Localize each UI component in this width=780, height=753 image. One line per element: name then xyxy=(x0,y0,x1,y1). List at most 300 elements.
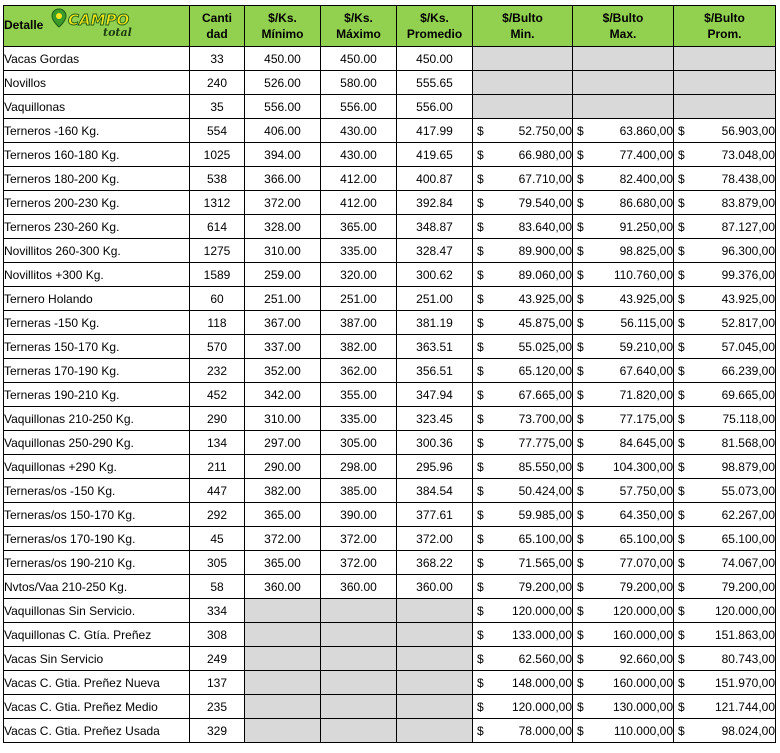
cell-ks-prom: 419.65 xyxy=(397,143,473,167)
currency-sign: $ xyxy=(577,387,584,402)
table-row xyxy=(4,383,776,407)
cell-b-min xyxy=(473,215,573,239)
table-row xyxy=(4,575,776,599)
money-value: 65.100,00 xyxy=(619,531,673,546)
money-value: 160.000,00 xyxy=(612,675,673,690)
cell-b-prom xyxy=(674,239,776,263)
money-value: 75.118,00 xyxy=(722,411,775,426)
cell-b-min xyxy=(473,407,573,431)
cell-b-prom xyxy=(674,431,776,455)
currency-sign: $ xyxy=(678,123,685,138)
money-value: 45.875,00 xyxy=(518,315,572,330)
cell-empty xyxy=(397,695,473,719)
cell-ks-prom: 556.00 xyxy=(397,95,473,119)
currency-sign: $ xyxy=(577,723,584,738)
cell-empty xyxy=(245,695,321,719)
money-value: 73.048,00 xyxy=(721,147,775,162)
money-value: 77.175,00 xyxy=(619,411,673,426)
cell-b-min xyxy=(473,143,573,167)
cell-cantidad: 211 xyxy=(190,455,245,479)
cell-ks-max: 320.00 xyxy=(321,263,397,287)
currency-sign: $ xyxy=(577,699,584,714)
cell-empty xyxy=(321,623,397,647)
table-row xyxy=(4,407,776,431)
money-value: 83.879,00 xyxy=(721,195,775,210)
currency-sign: $ xyxy=(477,675,484,690)
cell-empty xyxy=(674,95,776,119)
cell-detalle: Terneros 160-180 Kg. xyxy=(4,143,190,167)
money-value: 78.000,00 xyxy=(518,723,572,738)
money-value: 120.000,00 xyxy=(511,603,572,618)
cell-detalle: Terneras 170-190 Kg. xyxy=(4,359,190,383)
money-value: 59.210,00 xyxy=(619,339,673,354)
cell-detalle: Vacas C. Gtia. Preñez Nueva xyxy=(4,671,190,695)
currency-sign: $ xyxy=(577,531,584,546)
money-value: 73.700,00 xyxy=(518,411,572,426)
cell-ks-min: 352.00 xyxy=(245,359,321,383)
money-value: 62.560,00 xyxy=(518,651,572,666)
currency-sign: $ xyxy=(577,579,584,594)
cell-cantidad: 538 xyxy=(190,167,245,191)
cell-ks-max: 372.00 xyxy=(321,551,397,575)
cell-b-min xyxy=(473,335,573,359)
cell-ks-prom: 555.65 xyxy=(397,71,473,95)
cell-cantidad: 452 xyxy=(190,383,245,407)
cell-detalle: Terneros 200-230 Kg. xyxy=(4,191,190,215)
cell-cantidad: 1025 xyxy=(190,143,245,167)
cell-cantidad: 1312 xyxy=(190,191,245,215)
cell-b-max xyxy=(573,383,674,407)
cell-cantidad: 134 xyxy=(190,431,245,455)
currency-sign: $ xyxy=(678,483,685,498)
currency-sign: $ xyxy=(678,531,685,546)
cell-b-prom xyxy=(674,527,776,551)
currency-sign: $ xyxy=(577,315,584,330)
cell-cantidad: 58 xyxy=(190,575,245,599)
currency-sign: $ xyxy=(477,219,484,234)
header-ks-minimo: $/Ks. Mínimo xyxy=(245,6,321,47)
money-value: 56.115,00 xyxy=(620,315,673,330)
cell-empty xyxy=(397,599,473,623)
cell-detalle: Vaquillonas C. Gtía. Preñez xyxy=(4,623,190,647)
currency-sign: $ xyxy=(477,531,484,546)
cell-ks-min: 342.00 xyxy=(245,383,321,407)
cell-b-min xyxy=(473,503,573,527)
currency-sign: $ xyxy=(477,363,484,378)
cell-ks-max: 387.00 xyxy=(321,311,397,335)
cell-b-min xyxy=(473,263,573,287)
cell-b-prom xyxy=(674,119,776,143)
cell-ks-min: 310.00 xyxy=(245,407,321,431)
money-value: 79.200,00 xyxy=(721,579,775,594)
cell-ks-prom: 400.87 xyxy=(397,167,473,191)
cell-b-max xyxy=(573,311,674,335)
cell-empty xyxy=(674,71,776,95)
currency-sign: $ xyxy=(477,651,484,666)
cell-b-max xyxy=(573,695,674,719)
money-value: 120.000,00 xyxy=(511,699,572,714)
money-value: 77.400,00 xyxy=(619,147,673,162)
money-value: 43.925,00 xyxy=(721,291,775,306)
cell-b-min xyxy=(473,383,573,407)
currency-sign: $ xyxy=(577,243,584,258)
cell-b-min xyxy=(473,287,573,311)
cell-ks-min: 450.00 xyxy=(245,47,321,71)
cell-b-prom xyxy=(674,695,776,719)
cell-b-prom xyxy=(674,263,776,287)
money-value: 92.660,00 xyxy=(619,651,673,666)
header-detalle-label: Detalle xyxy=(4,18,44,33)
cell-b-max xyxy=(573,479,674,503)
cell-ks-max: 365.00 xyxy=(321,215,397,239)
currency-sign: $ xyxy=(477,603,484,618)
currency-sign: $ xyxy=(678,507,685,522)
currency-sign: $ xyxy=(577,675,584,690)
cell-ks-min: 365.00 xyxy=(245,551,321,575)
money-value: 110.000,00 xyxy=(613,723,673,738)
table-row xyxy=(4,479,776,503)
currency-sign: $ xyxy=(477,579,484,594)
money-value: 151.863,00 xyxy=(714,627,775,642)
currency-sign: $ xyxy=(577,219,584,234)
cell-b-max xyxy=(573,455,674,479)
currency-sign: $ xyxy=(477,315,484,330)
cell-cantidad: 35 xyxy=(190,95,245,119)
currency-sign: $ xyxy=(678,171,685,186)
cell-empty xyxy=(573,71,674,95)
table-row xyxy=(4,71,776,95)
cell-ks-min: 297.00 xyxy=(245,431,321,455)
table-row xyxy=(4,311,776,335)
cell-empty xyxy=(473,71,573,95)
currency-sign: $ xyxy=(477,147,484,162)
cell-cantidad: 614 xyxy=(190,215,245,239)
money-value: 121.744,00 xyxy=(714,699,775,714)
currency-sign: $ xyxy=(678,267,685,282)
cell-b-min xyxy=(473,119,573,143)
cell-ks-max: 556.00 xyxy=(321,95,397,119)
cell-empty xyxy=(245,599,321,623)
money-value: 81.568,00 xyxy=(721,435,775,450)
currency-sign: $ xyxy=(577,339,584,354)
currency-sign: $ xyxy=(577,363,584,378)
cell-b-min xyxy=(473,167,573,191)
cell-ks-max: 355.00 xyxy=(321,383,397,407)
money-value: 96.300,00 xyxy=(721,243,775,258)
cell-ks-min: 290.00 xyxy=(245,455,321,479)
cell-ks-prom: 377.61 xyxy=(397,503,473,527)
cell-ks-max: 412.00 xyxy=(321,167,397,191)
currency-sign: $ xyxy=(477,483,484,498)
table-row xyxy=(4,215,776,239)
cell-b-prom xyxy=(674,647,776,671)
cell-b-prom xyxy=(674,191,776,215)
currency-sign: $ xyxy=(477,387,484,402)
money-value: 43.925,00 xyxy=(619,291,673,306)
table-row xyxy=(4,167,776,191)
table-row xyxy=(4,719,776,743)
header-row xyxy=(4,6,776,47)
cell-detalle: Vaquillonas +290 Kg. xyxy=(4,455,190,479)
money-value: 65.120,00 xyxy=(518,363,572,378)
cell-detalle: Terneras 150-170 Kg. xyxy=(4,335,190,359)
cell-cantidad: 334 xyxy=(190,599,245,623)
money-value: 78.438,00 xyxy=(721,171,775,186)
cell-detalle: Vaquillonas Sin Servicio. xyxy=(4,599,190,623)
money-value: 56.903,00 xyxy=(721,123,775,138)
money-value: 79.540,00 xyxy=(518,195,572,210)
table-row xyxy=(4,503,776,527)
cell-cantidad: 447 xyxy=(190,479,245,503)
cell-detalle: Terneras 190-210 Kg. xyxy=(4,383,190,407)
currency-sign: $ xyxy=(678,315,685,330)
cell-ks-max: 382.00 xyxy=(321,335,397,359)
cell-cantidad: 1589 xyxy=(190,263,245,287)
money-value: 67.665,00 xyxy=(518,387,572,402)
cell-detalle: Terneras/os 190-210 Kg. xyxy=(4,551,190,575)
header-bulto-prom: $/Bulto Prom. xyxy=(674,6,776,47)
cell-b-prom xyxy=(674,215,776,239)
cell-detalle: Vacas C. Gtia. Preñez Medio xyxy=(4,695,190,719)
currency-sign: $ xyxy=(678,339,685,354)
currency-sign: $ xyxy=(577,627,584,642)
currency-sign: $ xyxy=(577,195,584,210)
money-value: 83.640,00 xyxy=(518,219,572,234)
logo-word-total: total xyxy=(102,26,132,39)
table-row xyxy=(4,599,776,623)
currency-sign: $ xyxy=(678,699,685,714)
cell-detalle: Terneros 180-200 Kg. xyxy=(4,167,190,191)
cell-b-max xyxy=(573,431,674,455)
currency-sign: $ xyxy=(477,171,484,186)
money-value: 98.024,00 xyxy=(721,723,775,738)
cell-cantidad: 305 xyxy=(190,551,245,575)
cell-ks-min: 328.00 xyxy=(245,215,321,239)
currency-sign: $ xyxy=(477,411,484,426)
money-value: 148.000,00 xyxy=(511,675,572,690)
cell-empty xyxy=(321,695,397,719)
cell-ks-max: 412.00 xyxy=(321,191,397,215)
cell-empty xyxy=(397,719,473,743)
currency-sign: $ xyxy=(678,579,685,594)
money-value: 79.200,00 xyxy=(619,579,673,594)
currency-sign: $ xyxy=(577,459,584,474)
cell-b-prom xyxy=(674,503,776,527)
currency-sign: $ xyxy=(477,291,484,306)
cell-cantidad: 570 xyxy=(190,335,245,359)
cell-detalle: Terneras -150 Kg. xyxy=(4,311,190,335)
currency-sign: $ xyxy=(577,435,584,450)
cell-empty xyxy=(397,671,473,695)
table-row xyxy=(4,671,776,695)
cell-b-prom xyxy=(674,719,776,743)
cell-b-prom xyxy=(674,311,776,335)
cell-b-min xyxy=(473,671,573,695)
cell-ks-min: 360.00 xyxy=(245,575,321,599)
currency-sign: $ xyxy=(577,267,584,282)
table-row xyxy=(4,551,776,575)
currency-sign: $ xyxy=(678,675,685,690)
money-value: 86.680,00 xyxy=(619,195,673,210)
cell-b-min xyxy=(473,239,573,263)
cell-ks-prom: 417.99 xyxy=(397,119,473,143)
cell-detalle: Vaquillonas xyxy=(4,95,190,119)
money-value: 66.239,00 xyxy=(721,363,775,378)
cell-ks-prom: 363.51 xyxy=(397,335,473,359)
cell-empty xyxy=(321,647,397,671)
currency-sign: $ xyxy=(678,627,685,642)
money-value: 67.710,00 xyxy=(518,171,572,186)
money-value: 50.424,00 xyxy=(518,483,572,498)
cell-ks-prom: 360.00 xyxy=(397,575,473,599)
money-value: 65.100,00 xyxy=(721,531,775,546)
cell-ks-max: 335.00 xyxy=(321,239,397,263)
cell-cantidad: 232 xyxy=(190,359,245,383)
cell-cantidad: 290 xyxy=(190,407,245,431)
money-value: 120.000,00 xyxy=(612,603,673,618)
currency-sign: $ xyxy=(678,411,685,426)
cell-cantidad: 329 xyxy=(190,719,245,743)
logo-word-campo: CAMPO xyxy=(67,11,129,29)
currency-sign: $ xyxy=(577,483,584,498)
currency-sign: $ xyxy=(477,555,484,570)
cell-ks-max: 450.00 xyxy=(321,47,397,71)
cell-ks-max: 372.00 xyxy=(321,527,397,551)
currency-sign: $ xyxy=(678,243,685,258)
cell-b-prom xyxy=(674,143,776,167)
header-ks-promedio: $/Ks. Promedio xyxy=(397,6,473,47)
price-table xyxy=(3,5,776,743)
cell-empty xyxy=(245,671,321,695)
money-value: 160.000,00 xyxy=(612,627,673,642)
money-value: 130.000,00 xyxy=(612,699,673,714)
cell-detalle: Terneros -160 Kg. xyxy=(4,119,190,143)
cell-b-max xyxy=(573,167,674,191)
cell-empty xyxy=(397,623,473,647)
cell-ks-prom: 251.00 xyxy=(397,287,473,311)
cell-detalle: Vaquillonas 210-250 Kg. xyxy=(4,407,190,431)
cell-ks-min: 556.00 xyxy=(245,95,321,119)
cell-detalle: Nvtos/Vaa 210-250 Kg. xyxy=(4,575,190,599)
currency-sign: $ xyxy=(678,435,685,450)
cell-b-prom xyxy=(674,623,776,647)
money-value: 82.400,00 xyxy=(619,171,673,186)
cell-b-prom xyxy=(674,407,776,431)
cell-detalle: Terneras/os 150-170 Kg. xyxy=(4,503,190,527)
currency-sign: $ xyxy=(678,603,685,618)
cell-detalle: Vacas Gordas xyxy=(4,47,190,71)
money-value: 62.267,00 xyxy=(721,507,775,522)
money-value: 91.250,00 xyxy=(619,219,673,234)
money-value: 43.925,00 xyxy=(518,291,572,306)
cell-ks-min: 406.00 xyxy=(245,119,321,143)
cell-ks-min: 259.00 xyxy=(245,263,321,287)
table-row xyxy=(4,695,776,719)
cell-cantidad: 1275 xyxy=(190,239,245,263)
cell-ks-min: 310.00 xyxy=(245,239,321,263)
cell-b-min xyxy=(473,719,573,743)
money-value: 89.060,00 xyxy=(518,267,572,282)
currency-sign: $ xyxy=(577,291,584,306)
cell-ks-min: 382.00 xyxy=(245,479,321,503)
cell-ks-max: 390.00 xyxy=(321,503,397,527)
cell-ks-max: 362.00 xyxy=(321,359,397,383)
cell-b-min xyxy=(473,191,573,215)
cell-ks-min: 372.00 xyxy=(245,191,321,215)
money-value: 63.860,00 xyxy=(619,123,673,138)
table-row xyxy=(4,95,776,119)
currency-sign: $ xyxy=(477,459,484,474)
cell-detalle: Novillitos +300 Kg. xyxy=(4,263,190,287)
cell-b-max xyxy=(573,239,674,263)
cell-ks-max: 335.00 xyxy=(321,407,397,431)
cell-ks-prom: 450.00 xyxy=(397,47,473,71)
cell-ks-prom: 300.62 xyxy=(397,263,473,287)
money-value: 79.200,00 xyxy=(518,579,572,594)
cell-b-min xyxy=(473,623,573,647)
cell-b-min xyxy=(473,551,573,575)
cell-empty xyxy=(573,47,674,71)
cell-b-min xyxy=(473,695,573,719)
money-value: 55.025,00 xyxy=(518,339,572,354)
currency-sign: $ xyxy=(577,555,584,570)
cell-b-prom xyxy=(674,383,776,407)
table-row xyxy=(4,431,776,455)
cell-ks-prom: 295.96 xyxy=(397,455,473,479)
cell-b-min xyxy=(473,359,573,383)
cell-b-max xyxy=(573,551,674,575)
cell-ks-min: 367.00 xyxy=(245,311,321,335)
cell-ks-min: 372.00 xyxy=(245,527,321,551)
cell-ks-prom: 347.94 xyxy=(397,383,473,407)
cell-detalle: Terneras/os 170-190 Kg. xyxy=(4,527,190,551)
cell-detalle: Vaquillonas 250-290 Kg. xyxy=(4,431,190,455)
cell-empty xyxy=(245,623,321,647)
money-value: 133.000,00 xyxy=(511,627,572,642)
cell-ks-min: 337.00 xyxy=(245,335,321,359)
cell-empty xyxy=(245,719,321,743)
currency-sign: $ xyxy=(678,651,685,666)
campo-total-logo xyxy=(51,6,141,46)
cell-detalle: Novillos xyxy=(4,71,190,95)
cell-cantidad: 33 xyxy=(190,47,245,71)
table-row xyxy=(4,359,776,383)
table-row xyxy=(4,527,776,551)
cell-cantidad: 235 xyxy=(190,695,245,719)
cell-ks-prom: 328.47 xyxy=(397,239,473,263)
currency-sign: $ xyxy=(577,603,584,618)
cell-b-min xyxy=(473,431,573,455)
cell-ks-max: 251.00 xyxy=(321,287,397,311)
cell-ks-prom: 348.87 xyxy=(397,215,473,239)
currency-sign: $ xyxy=(577,411,584,426)
currency-sign: $ xyxy=(477,267,484,282)
cell-cantidad: 292 xyxy=(190,503,245,527)
currency-sign: $ xyxy=(477,723,484,738)
money-value: 104.300,00 xyxy=(612,459,673,474)
cell-b-min xyxy=(473,575,573,599)
cell-empty xyxy=(473,47,573,71)
cell-ks-prom: 368.22 xyxy=(397,551,473,575)
header-cantidad: Canti dad xyxy=(190,6,245,47)
money-value: 98.879,00 xyxy=(721,459,775,474)
cell-cantidad: 240 xyxy=(190,71,245,95)
cell-b-prom xyxy=(674,479,776,503)
cell-ks-prom: 300.36 xyxy=(397,431,473,455)
money-value: 80.743,00 xyxy=(721,651,775,666)
cell-b-prom xyxy=(674,671,776,695)
money-value: 74.067,00 xyxy=(721,555,775,570)
